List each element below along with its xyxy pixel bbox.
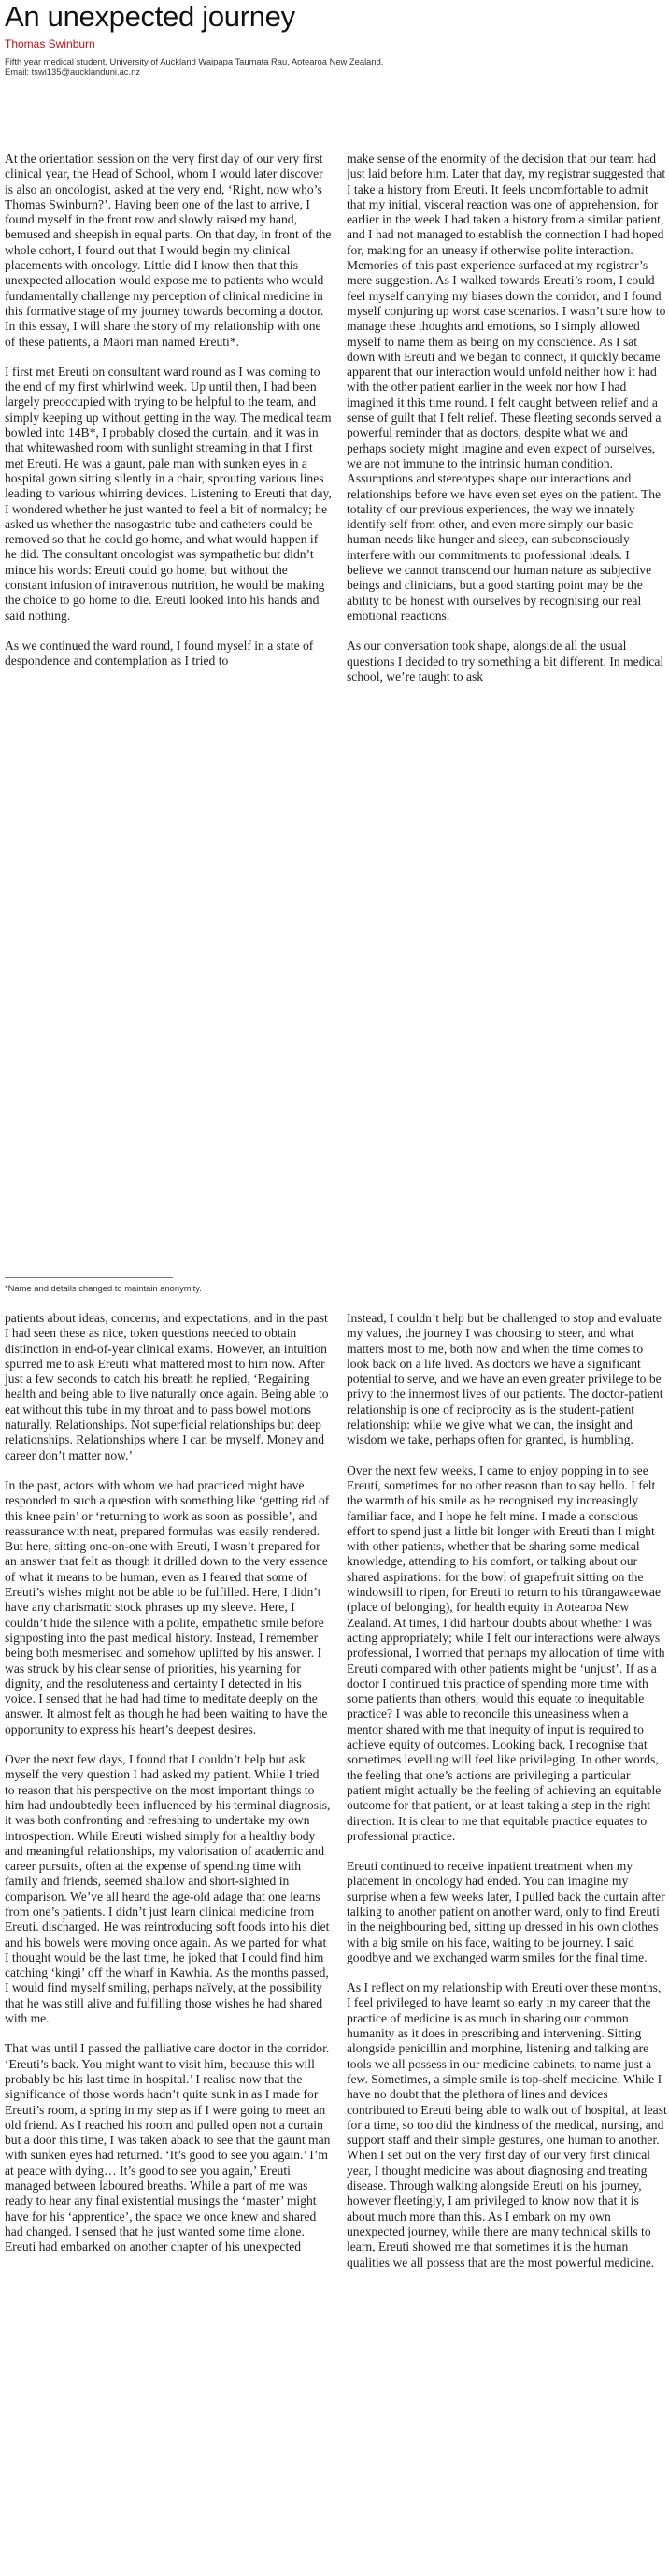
author-affiliation: Fifth year medical student, University of Auckland Waipapa Taumata Rau, Aotearoa New Zealand. xyxy=(5,56,384,66)
paragraph: In the past, actors with whom we had practiced might have responded to such a question with something like ‘getting rid of this knee pain’ or ‘returning to work as soon as possible’, and reassurance with neat, prepared formulas was easily rendered. But here, sitting one-on-one with Ereuti, I wasn’t prepared for an answer that felt as though it drilled down to the very essence of what it means to be human, even as I feared that some of Ereuti’s wishes might not be able to be fulfilled. Here, I didn’t have any charismatic stock phrases up my sleeve. Here, I couldn’t hide the silence with a polite, empathetic smile before signposting into the past medical history. Instead, I remember being both mesmerised and somehow uplifted by his answer. I was struck by his clear sense of priorities, his yearning for dignity, and the resoluteness and certainty I detected in his voice. I sensed that he had had time to meditate deeply on the answer. It almost felt as though he had been waiting to have the opportunity to express his heart’s deepest desires. xyxy=(5,1477,330,1736)
footnote: *Name and details changed to maintain anonymity. xyxy=(5,1283,202,1293)
article-title: An unexpected journey xyxy=(5,0,295,33)
footnote-divider xyxy=(5,1277,173,1278)
paragraph: At the orientation session on the very first day of our very first clinical year, the Head of School, whom I would later discover is also an oncologist, asked at the very end, ‘Right, now who’s Thomas Swinburn?’. Having been one of the last to arrive, I found myself in the front row and slowly raised my hand, bemused and sheepish in equal parts. On that day, in front of the whole cohort, I found out that I would begin my clinical placements with oncology. Little did I know then that this unexpected allocation would expose me to patients who would fundamentally challenge my perception of clinical medicine in this formative stage of my journey towards becoming a doctor. In this essay, I will share the story of my relationship with one of these patients, a Māori man named Ereuti*. xyxy=(5,151,332,349)
author-email: Email: tswi135@aucklanduni.ac.nz xyxy=(5,66,141,77)
author-name: Thomas Swinburn xyxy=(5,37,95,50)
paragraph: As we continued the ward round, I found myself in a state of despondence and contemplation as I tried to xyxy=(5,638,314,669)
paragraph: As our conversation took shape, alongside all the usual questions I decided to try something a bit different. In medical school, we’re taught to ask xyxy=(347,639,664,684)
paragraph: patients about ideas, concerns, and expectations, and in the past I had seen these as nice, token questions needed to obtain distinction in end-of-year clinical exams. However, an intuition spurred me to ask Ereuti what mattered most to him now. After just a few seconds to catch his breath he replied, ‘Regaining health and being able to live naturally once again. Being able to eat without this tube in my throat and to pass bowel motions naturally. Relationships. Not superficial relationships but deep relationships. Relationships where I can be myself. Money and career don’t matter now.’ xyxy=(5,1311,329,1462)
article-header xyxy=(0,0,669,75)
paragraph: Over the next few weeks, I came to enjoy popping in to see Ereuti, sometimes for no other reason than to say hello. I felt the warmth of his smile as he recognised my increasingly familiar face, and I hope he felt mine. I made a conscious effort to spend just a little bit longer with Ereuti than I might with other patients, whether that be sharing some medical knowledge, attending to his comfort, or talking about our shared aspirations: for the bowl of grapefruit sitting on the windowsill to ripen, for Ereuti to return to his tūrangawaewae (place of belonging), for health equity in Aotearoa New Zealand. At times, I did harbour doubts about whether I was acting appropriately; while I felt our interactions were always professional, I worried that perhaps my allocation of time with Ereuti compared with other patients might be ‘unjust’. If as a doctor I continued this practice of spending more time with some patients than others, would this equate to inequitable practice? I was able to reconcile this uneasiness when a mentor shared with me that inequity of input is required to achieve equity of outcomes. Looking back, I recognise that sometimes levelling will feel like privileging. In other words, the feeling that one’s actions are privileging a particular patient might actually be the feeling of achieving an equitable outcome for that patient, or at least taking a step in the right direction. It is clear to me that equitable practice equates to professional practice. xyxy=(347,1462,665,1843)
paragraph: make sense of the enormity of the decision that our team had just laid before him. Later that day, my registrar suggested that I take a history from Ereuti. It feels uncomfortable to admit that my initial, visceral reaction was one of apprehension, for earlier in the week I had taken a history from a similar patient, and I had not managed to establish the connection I had hoped for, making for an uneasy if otherwise polite interaction. Memories of this past experience surfaced at my registrar’s mere suggestion. As I walked towards Ereuti’s room, I could feel myself carrying my biases down the corridor, and I found myself conjuring up worst case scenarios. I wasn’t sure how to manage these thoughts and emotions, so I simply allowed myself to name them as being on my conscience. As I sat down with Ereuti and we began to connect, it quickly became apparent that our interaction would unfold neither how it had with the other patient earlier in the week nor how I had imagined it this time round. I felt caught between relief and a sense of guilt that I felt relief. These fleeting seconds served a powerful reminder that as doctors, despite what we and perhaps society might imagine and even expect of ourselves, we are not immune to the intrinsic human condition. Assumptions and stereotypes shape our interactions and relationships before we have even set eyes on the patient. The totality of our previous experiences, the way we innately identify self from other, and even more simply our basic human needs like hunger and sleep, can subconsciously interfere with our commitments to professional ideals. I believe we cannot transcend our human nature as subjective beings and clinicians, but a good starting point may be the ability to be honest with ourselves by recognising our real emotional reactions. xyxy=(347,151,666,623)
paragraph: Instead, I couldn’t help but be challenged to stop and evaluate my values, the journey I was choosing to steer, and what matters most to me, both now and when the time comes to look back on a life lived. As doctors we have a significant potential to serve, and we have an even greater privilege to be privy to the innermost lives of our patients. The doctor-patient relationship is one of reciprocity as is the student-patient relationship: while we give what we can, the insight and wisdom we take, perhaps often for granted, is humbling. xyxy=(347,1311,663,1447)
page2-right-column xyxy=(347,1311,667,2285)
paragraph: That was until I passed the palliative care doctor in the corridor. ‘Ereuti’s back. You might want to visit him, because this will probably be his last time in hospital.’ I realise now that the significance of those words hadn’t quite sunk in as I made for Ereuti’s room, a spring in my step as if I were going to meet an old friend. As I reached his room and pulled open not a curtain but a door this time, I was taken aback to see that the gaunt man with sunken eyes had returned. ‘It’s good to see you again.’ I’m at peace with dying… It’s good to see you again,’ Ereuti managed between laboured breaths. While a part of me was ready to hear any final existential musings the ‘master’ might have for his ‘apprentice’, the space we once knew and shared had changed. I sensed that he just wanted some time alone. Ereuti had embarked on another chapter of his unexpected xyxy=(5,2041,331,2254)
paragraph: Over the next few days, I found that I couldn’t help but ask myself the very question I had asked my patient. While I tried to reason that his perspective on the most important things to him had undoubtedly been influenced by his terminal diagnosis, it was both confronting and refreshing to undertake my own introspection. While Ereuti wished simply for a healthy body and meaningful relationships, my valorisation of academic and career pursuits, often at the expense of spending time with family and friends, seemed shallow and short-sighted in comparison. We’ve all heard the age-old adage that one learns from one’s patients. I didn’t just learn clinical medicine from Ereuti. discharged. He was reintroducing soft foods into his diet and his bowels were moving once again. As we parted for what I thought would be the last time, he joked that I could find him catching ‘kingi’ off the wharf in Kawhia. As the months passed, I would find myself smiling, perhaps naïvely, at the possibility that he was still alive and fulfilling those wishes he had shared with me. xyxy=(5,1752,331,2026)
page1-left-column xyxy=(5,151,332,684)
paragraph: I first met Ereuti on consultant ward round as I was coming to the end of my first whirlwind week. Up until then, I had been largely preoccupied with trying to be helpful to the team, and simply keeping up without getting in the way. The medical team bowled into 14B*, I probably closed the curtain, and it was in that whitewashed room with sunlight streaming in that I first met Ereuti. He was a gaunt, pale man with sunken eyes in a hospital gown sitting silently in a chair, sprouting various lines leading to various whirring devices. Listening to Ereuti that day, I wondered whether he just wanted to feel a bit of normalcy; he asked us whether the nasogastric tube and catheters could be removed so that he could go home, and what would happen if he did. The consultant oncologist was sympathetic but didn’t mince his words: Ereuti could go home, but without the constant infusion of intravenous nutrition, he would be making the choice to go home to die. Ereuti looked into his hands and said nothing. xyxy=(5,364,332,623)
page1-right-column xyxy=(347,151,667,699)
page2-left-column xyxy=(5,1311,332,2270)
paragraph: As I reflect on my relationship with Ereuti over these months, I feel privileged to have learnt so early in my career that the practice of medicine is as much in sharing our common humanity as it does in prescribing and intervening. Sitting alongside penicillin and morphine, listening and talking are tools we all possess in our medicine cabinets, to name just a few. Sometimes, a simple smile is top-shelf medicine. While I have no doubt that the plethora of lines and devices contributed to Ereuti being able to walk out of hospital, at least for a time, so too did the kindness of the medical, nursing, and support staff and their simple gestures, one human to another. When I set out on the very first day of our very first clinical year, I thought medicine was about diagnosing and treating disease. Through walking alongside Ereuti on his journey, however fleetingly, I am privileged to know now that it is about much more than this. As I embark on my own unexpected journey, while there are many technical skills to learn, Ereuti showed me that sometimes it is the human qualities we all possess that are the most powerful medicine. xyxy=(347,1980,667,2269)
paragraph: Ereuti continued to receive inpatient treatment when my placement in oncology had ended. You can imagine my surprise when a few weeks later, I pulled back the curtain after talking to another patient on another ward, only to find Ereuti in the neighbouring bed, sitting up dressed in his own clothes with a big smile on his face, waiting to be journey. I said goodbye and we exchanged warm smiles for the final time. xyxy=(347,1859,665,1964)
